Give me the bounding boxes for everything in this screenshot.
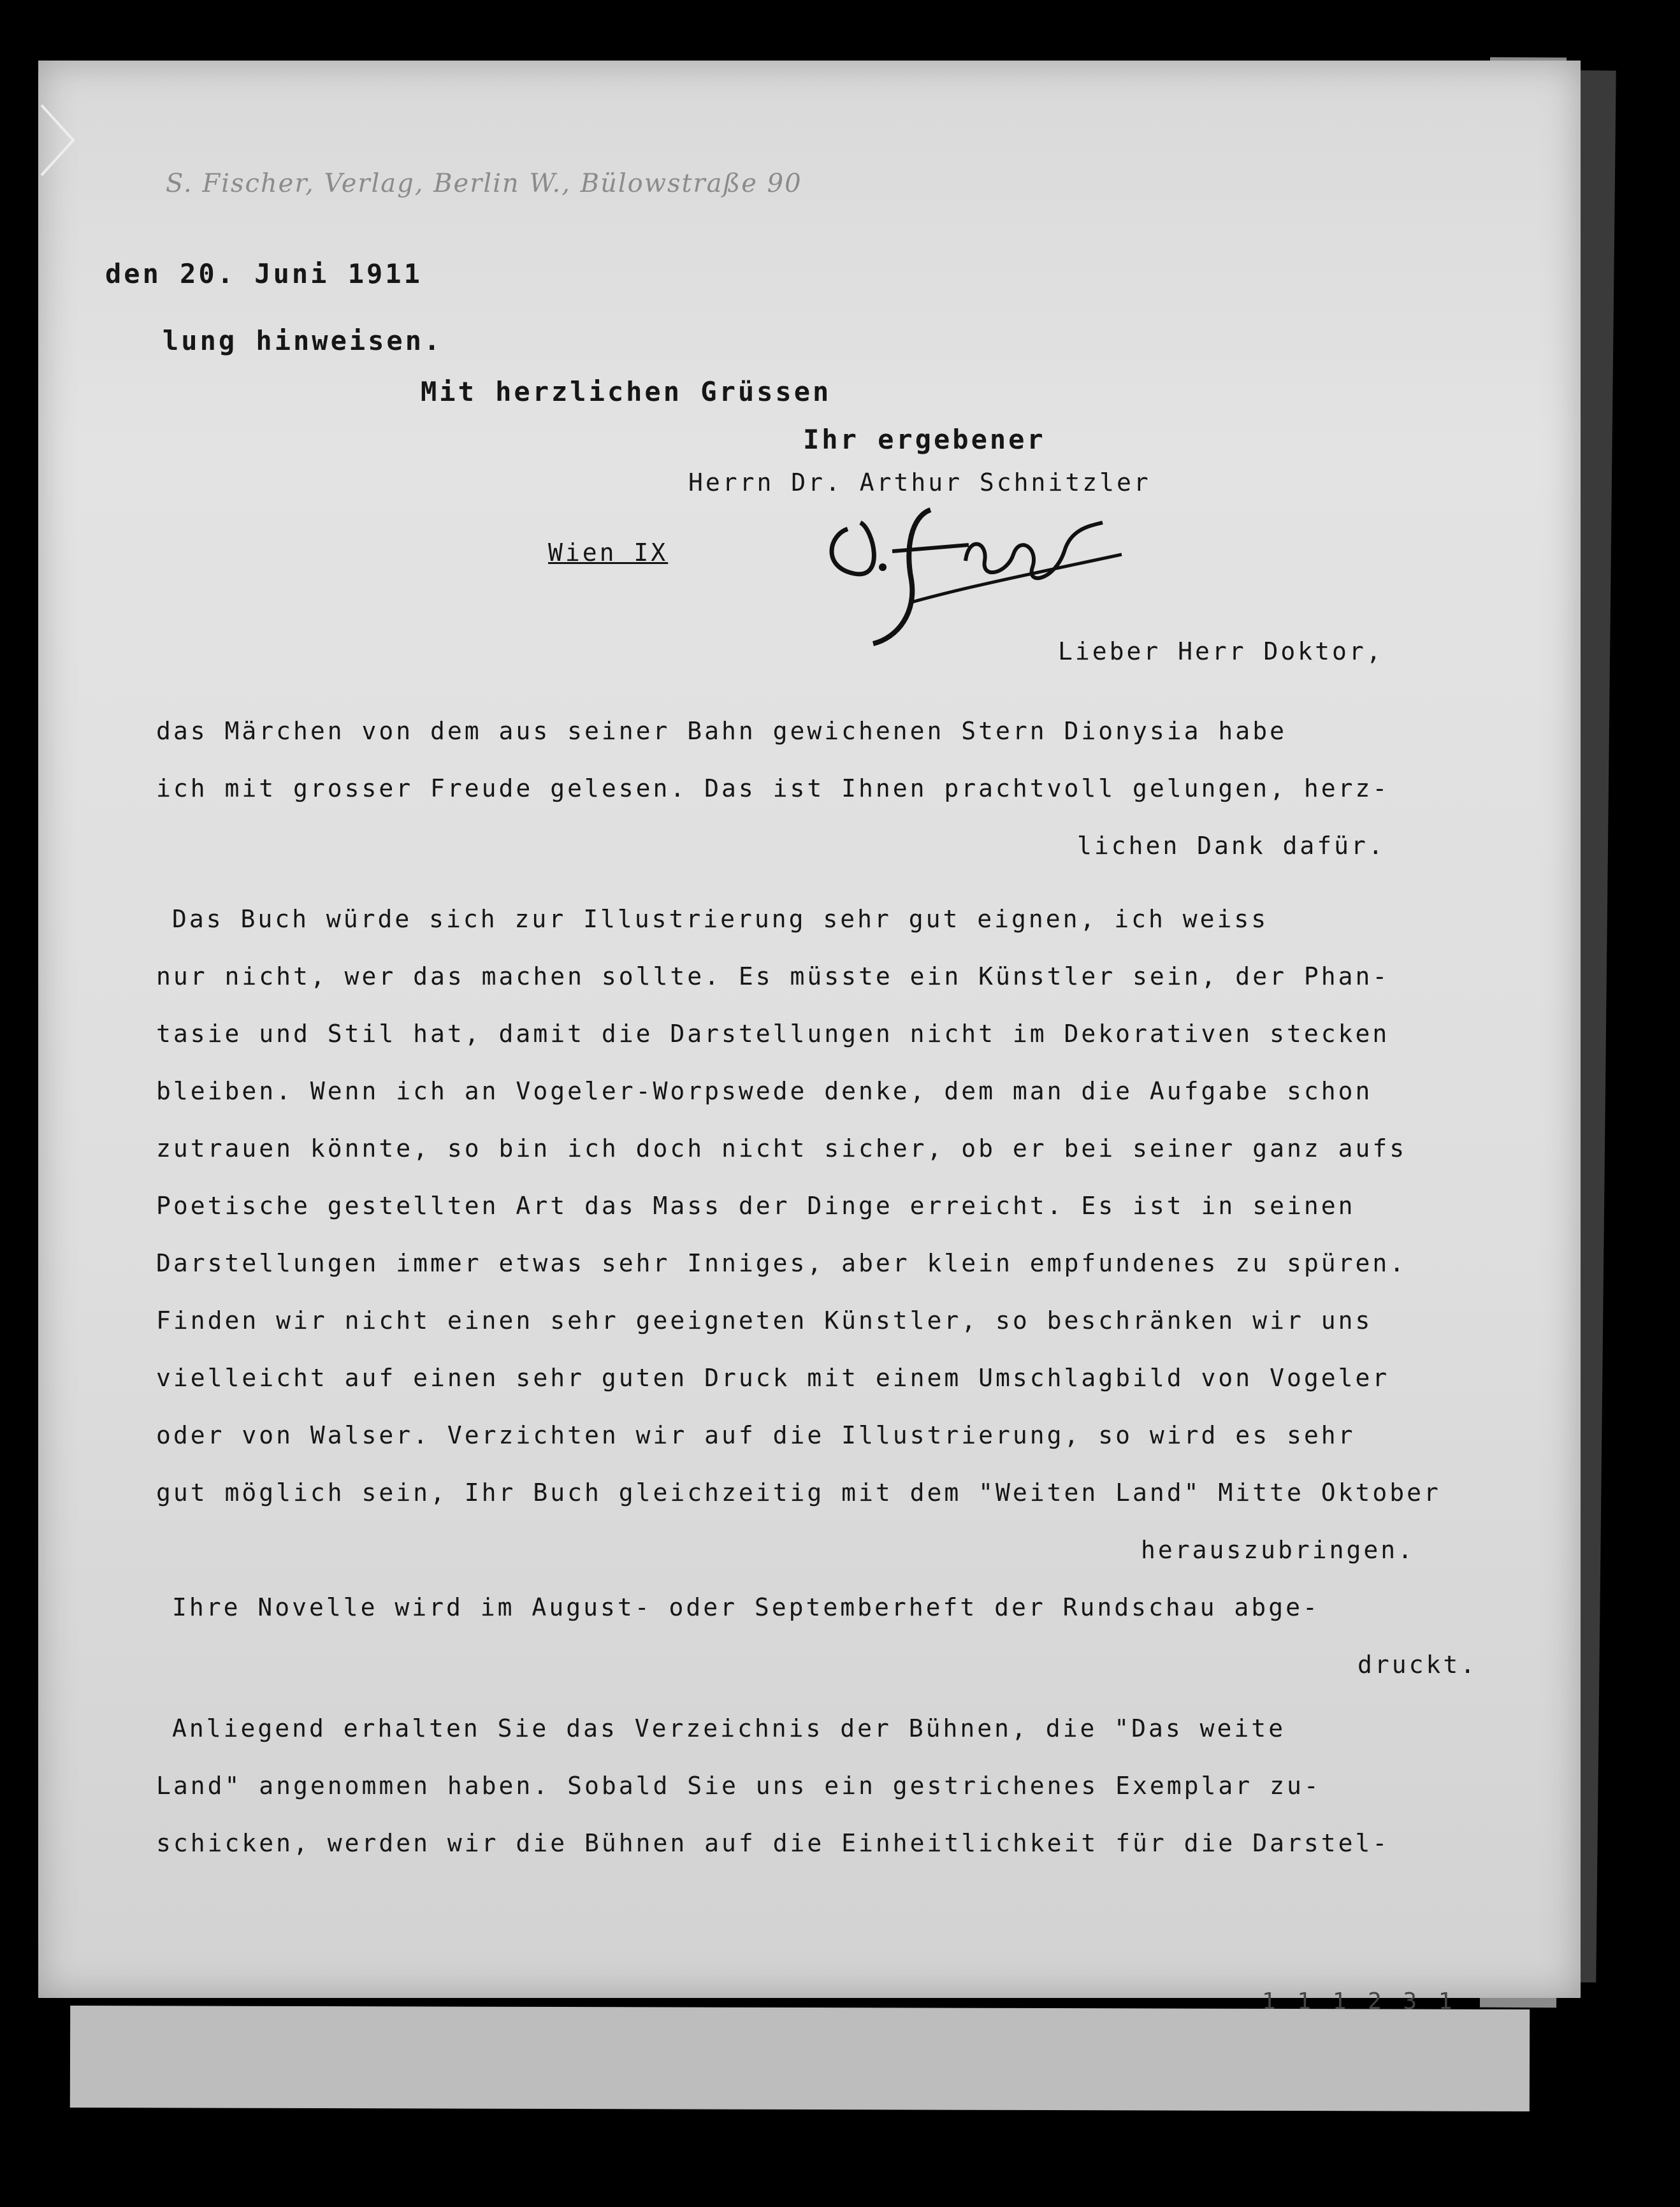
addressee-name: Herrn Dr. Arthur Schnitzler [688, 468, 1151, 496]
letterhead: S. Fischer, Verlag, Berlin W., Bülowstraße 90 [166, 169, 802, 198]
body-line: Ihre Novelle wird im August- oder Septemberheft der Rundschau abge- [172, 1593, 1320, 1621]
body-line: nur nicht, wer das machen sollte. Es müsste ein Künstler sein, der Phan- [156, 962, 1390, 990]
body-line: oder von Walser. Verzichten wir auf die Illustrierung, so wird es sehr [156, 1421, 1356, 1449]
background-sheet-bottom [70, 2006, 1530, 2111]
body-line: das Märchen von dem aus seiner Bahn gewichenen Stern Dionysia habe [156, 717, 1287, 745]
body-line: druckt. [1358, 1651, 1478, 1679]
body-line: tasie und Stil hat, damit die Darstellungen nicht im Dekorativen stecken [156, 1020, 1390, 1048]
letter-date: den 20. Juni 1911 [105, 258, 423, 289]
addressee-city: Wien IX [548, 539, 669, 567]
closing-greeting: Mit herzlichen Grüssen [421, 376, 832, 407]
page-corner-fold-icon [38, 102, 76, 178]
handwritten-signature [803, 491, 1134, 656]
body-line: ich mit grosser Freude gelesen. Das ist Ihnen prachtvoll gelungen, herz- [156, 774, 1390, 802]
body-line: herauszubringen. [1141, 1536, 1416, 1564]
body-line: Anliegend erhalten Sie das Verzeichnis der Bühnen, die "Das weite [172, 1714, 1286, 1742]
body-line: lichen Dank dafür. [1077, 832, 1386, 860]
body-line: schicken, werden wir die Bühnen auf die Einheitlichkeit für die Darstel- [156, 1829, 1390, 1857]
body-line: Poetische gestellten Art das Mass der Dinge erreicht. Es ist in seinen [156, 1192, 1356, 1220]
body-line: Das Buch würde sich zur Illustrierung sehr gut eignen, ich weiss [172, 905, 1269, 933]
body-line: vielleicht auf einen sehr guten Druck mit einem Umschlagbild von Vogeler [156, 1364, 1390, 1392]
body-line: Finden wir nicht einen sehr geeigneten Künstler, so beschränken wir uns [156, 1306, 1373, 1335]
body-line: gut möglich sein, Ihr Buch gleichzeitig mit dem "Weiten Land" Mitte Oktober [156, 1479, 1441, 1507]
body-line: Darstellungen immer etwas sehr Inniges, aber klein empfundenes zu spüren. [156, 1249, 1407, 1277]
body-line: Land" angenommen haben. Sobald Sie uns ein gestrichenes Exemplar zu- [156, 1772, 1321, 1800]
closing-continuation: lung hinweisen. [163, 325, 443, 356]
body-line: bleiben. Wenn ich an Vogeler-Worpswede denke, dem man die Aufgabe schon [156, 1077, 1373, 1105]
salutation: Lieber Herr Doktor, [1058, 637, 1384, 665]
body-line: zutrauen könnte, so bin ich doch nicht sicher, ob er bei seiner ganz aufs [156, 1134, 1407, 1162]
closing-valediction: Ihr ergebener [803, 424, 1046, 455]
footer-mark: 1 1 1 2 3 1 [1262, 1988, 1456, 2015]
